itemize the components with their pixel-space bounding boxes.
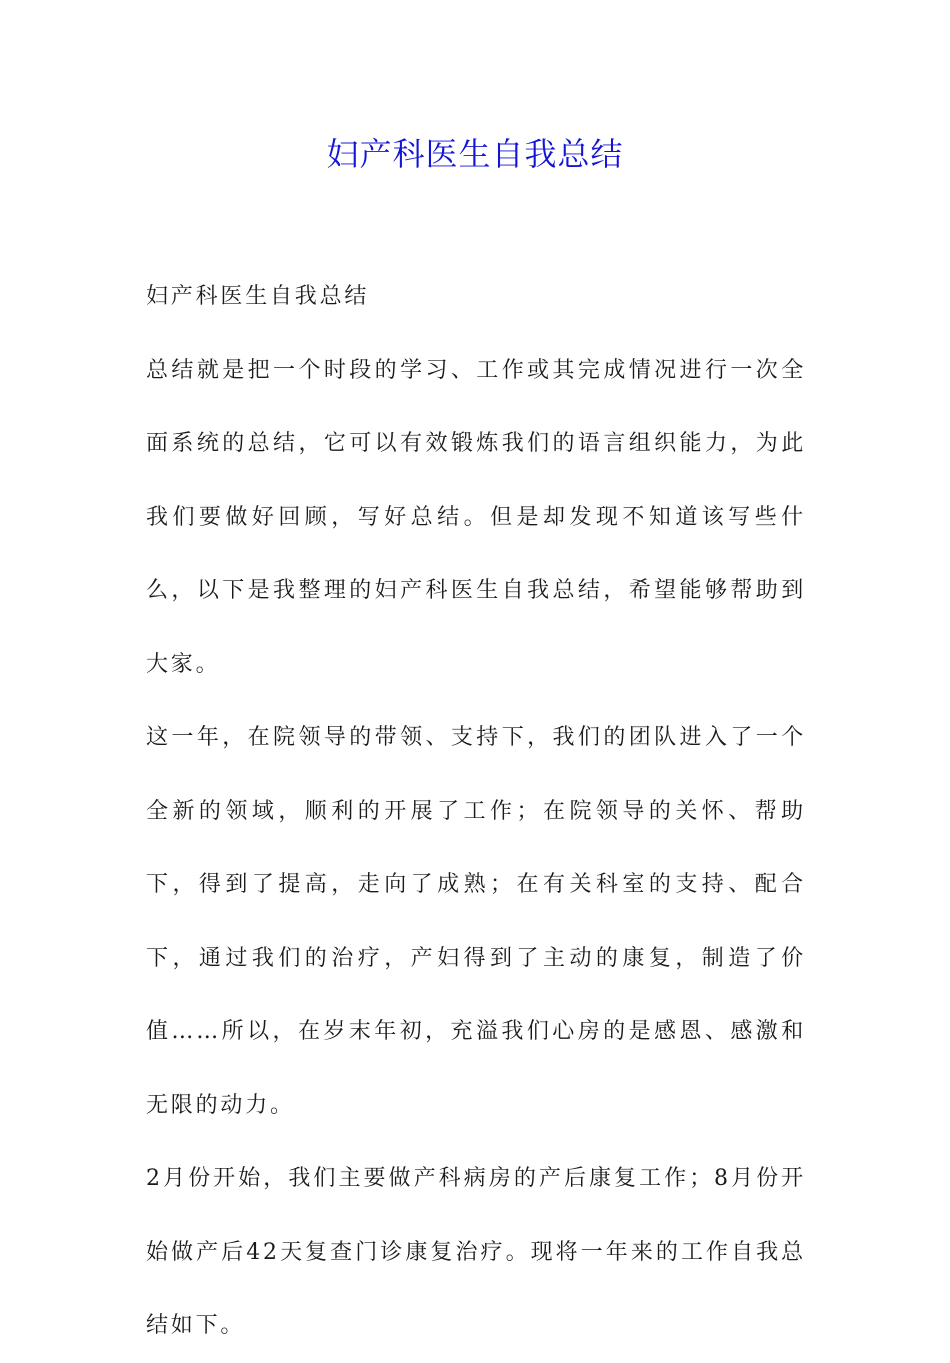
paragraph-year-review: 这一年，在院领导的带领、支持下，我们的团队进入了一个全新的领域，顺利的开展了工作；在院领导的关怀、帮助下，得到了提高，走向了成熟；在有关科室的支持、配合下，通过我们的治疗，产妇得到了主动的康复，制造了价值……所以，在岁末年初，充溢我们心房的是感恩、感激和无限的动力。 xyxy=(146,725,806,1118)
paragraph-subtitle: 妇产科医生自我总结 xyxy=(146,284,370,309)
paragraph-intro: 总结就是把一个时段的学习、工作或其完成情况进行一次全面系统的总结，它可以有效锻炼我们的语言组织能力，为此我们要做好回顾，写好总结。但是却发现不知道该写些什么，以下是我整理的妇产科医生自我总结，希望能够帮助到大家。 xyxy=(146,357,806,677)
paragraph-work-timeline: 2月份开始，我们主要做产科病房的产后康复工作；8月份开始做产后42天复查门诊康复治疗。现将一年来的工作自我总结如下。 xyxy=(146,1166,806,1338)
document-title: 妇产科医生自我总结 xyxy=(326,135,624,173)
document-body xyxy=(146,260,806,1363)
